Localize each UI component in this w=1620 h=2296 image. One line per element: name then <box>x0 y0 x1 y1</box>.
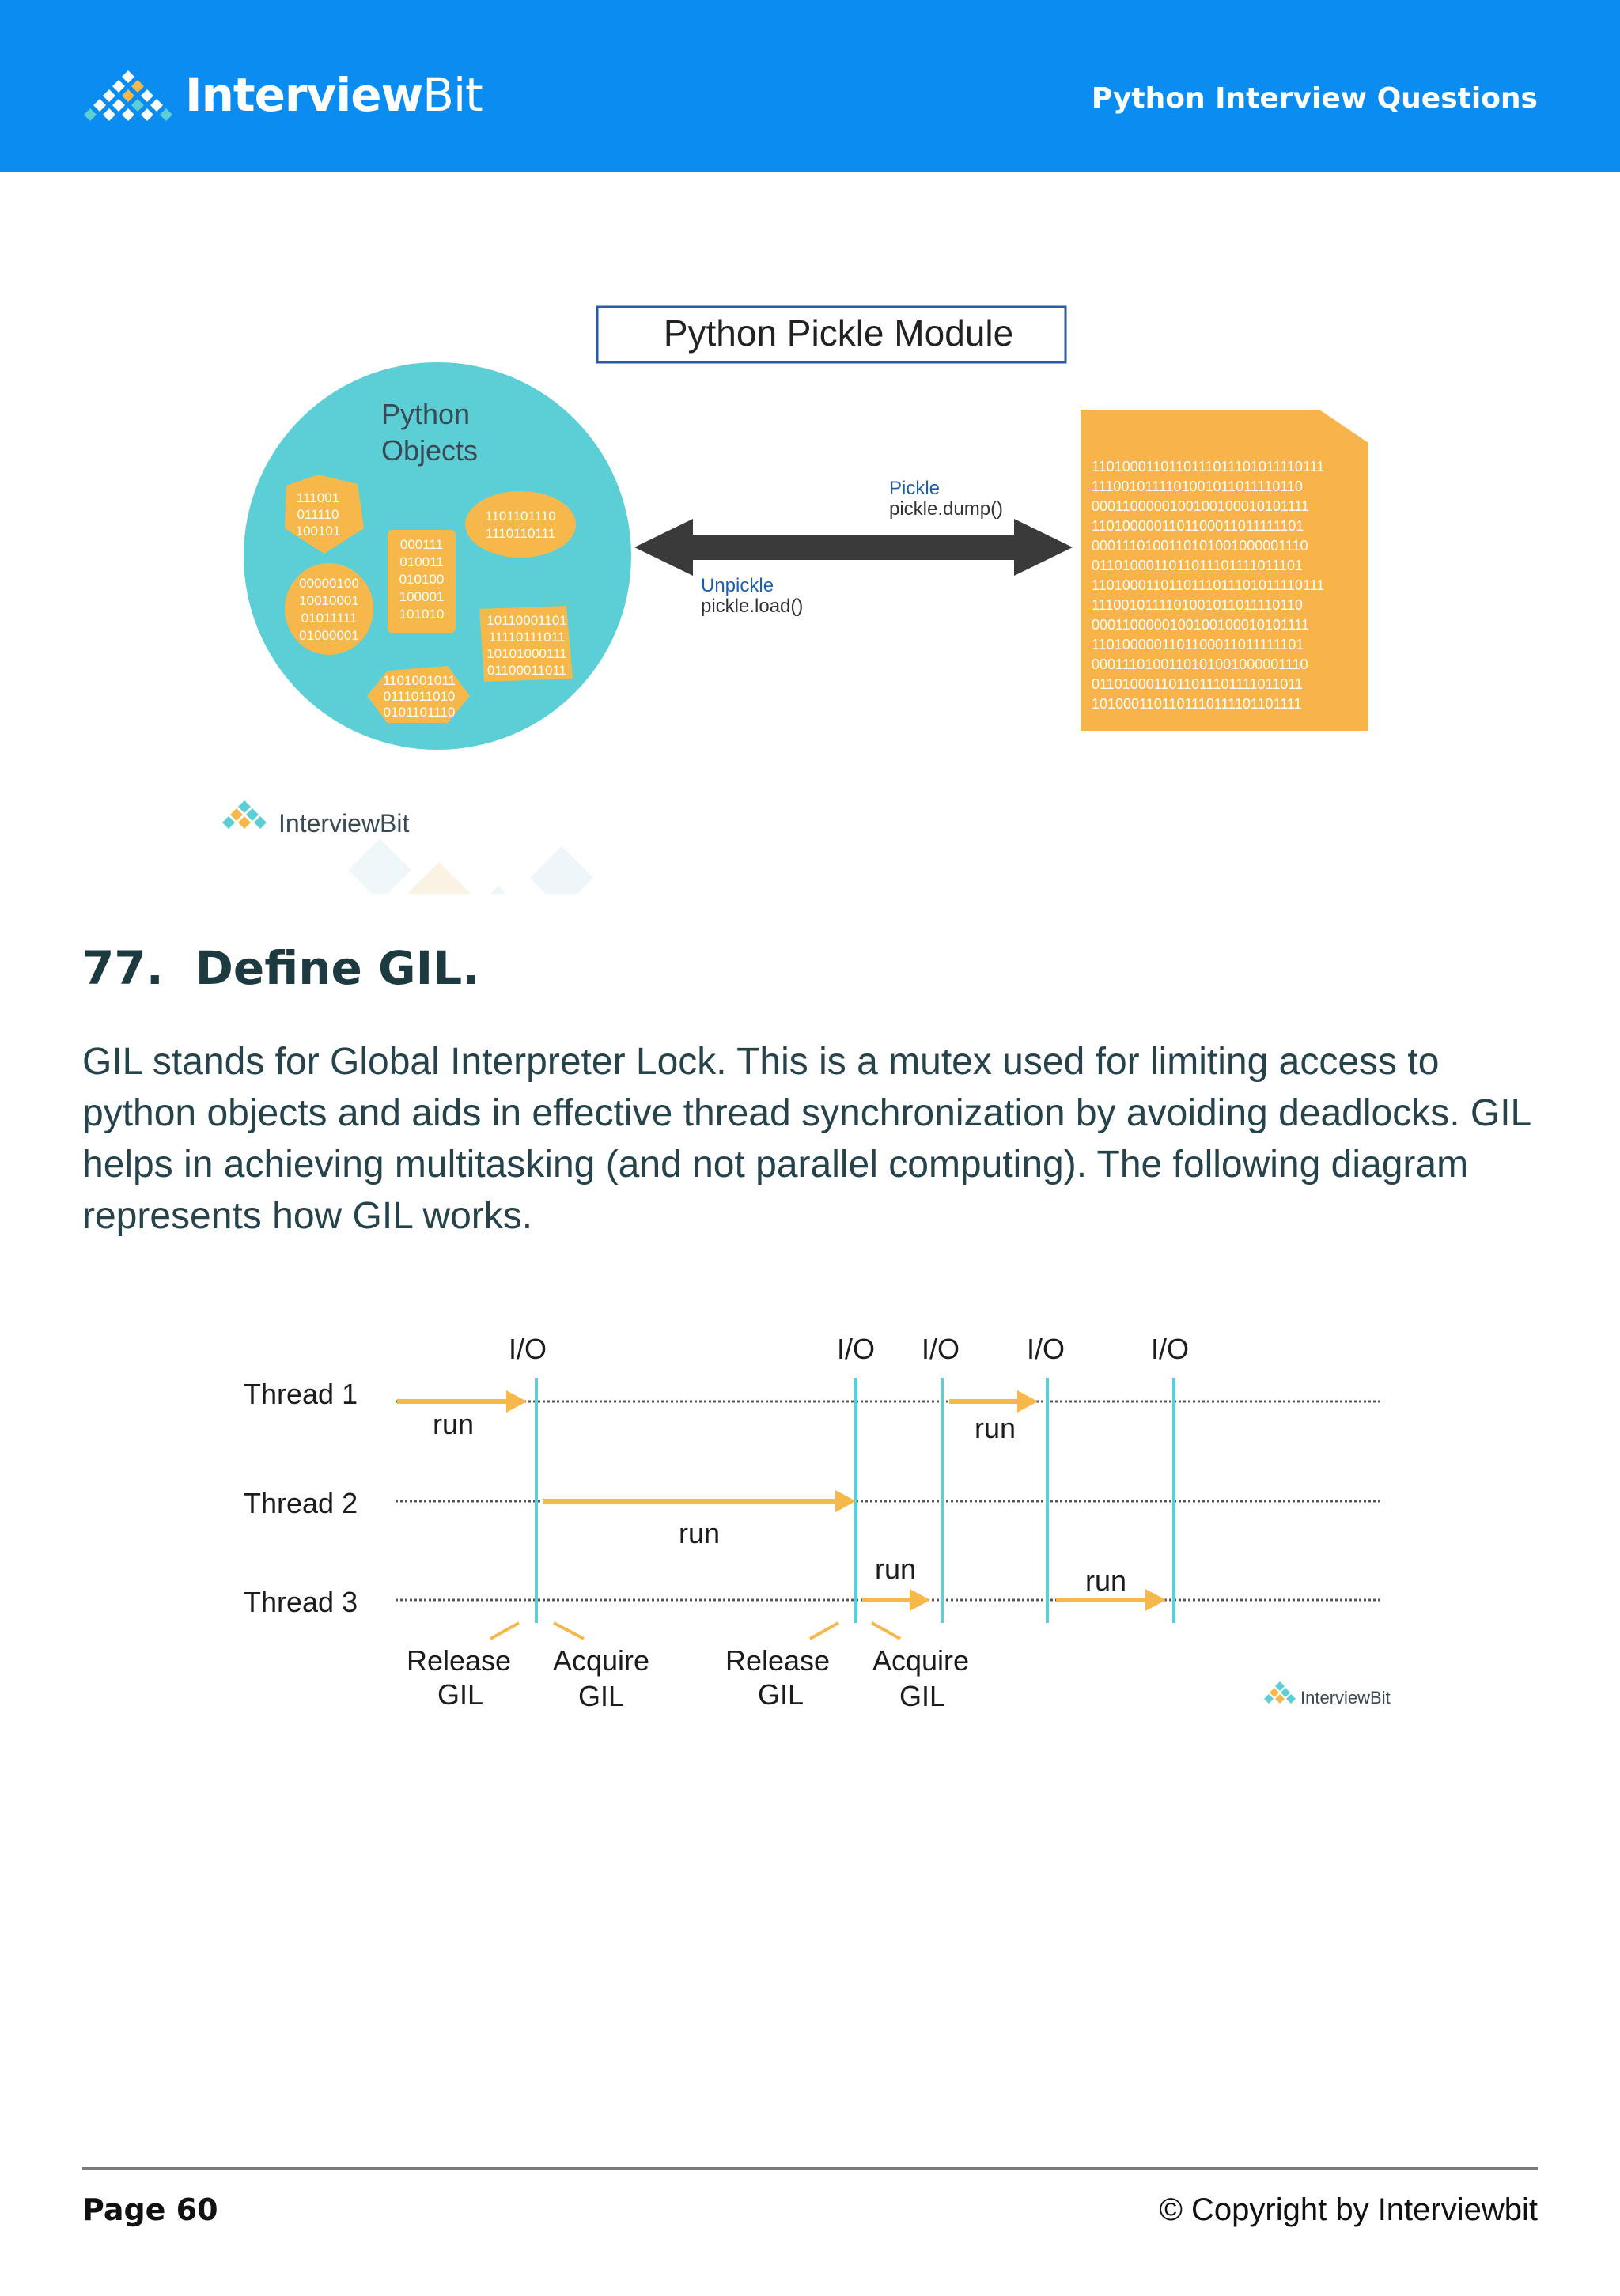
section-heading <box>82 941 479 995</box>
section-paragraph: GIL stands for Global Interpreter Lock. This is a mutex used for limiting access to python objects and aids in effective thread synchronization by avoiding deadlocks. GIL helps in achieving multitasking (and not parallel computing). The following diagram represents how GIL works. <box>82 1041 1531 1237</box>
blob-text: 0101101110 <box>383 705 456 720</box>
blob-text: 10101000111 <box>486 646 567 661</box>
io-label: I/O <box>1150 1333 1190 1365</box>
thread-label: Thread 1 <box>244 1378 358 1410</box>
binary-line: 1101000001101100011011111101 <box>1092 637 1304 652</box>
acquire-arrow <box>872 1623 900 1639</box>
thread-label: Thread 2 <box>244 1487 358 1519</box>
unpickle-label: Unpickle <box>701 575 774 596</box>
run-arrowhead <box>835 1490 856 1512</box>
object-blob <box>465 491 576 558</box>
blob-text: 10010001 <box>299 593 359 608</box>
release-label: Release <box>406 1644 512 1677</box>
objects-label-line2: Objects <box>381 434 479 467</box>
gil-watermark-brand: InterviewBit <box>1300 1688 1391 1708</box>
blob-text: 01011111 <box>301 611 358 626</box>
run-label: run <box>874 1553 917 1585</box>
binary-line: 0110100011011011101111011101 <box>1092 558 1303 573</box>
section-title: Define GIL. <box>195 941 480 995</box>
gil-diagram <box>0 1313 1620 1724</box>
blob-text: 01000001 <box>299 628 359 643</box>
pickle-label: Pickle <box>889 478 941 499</box>
blob-text: 10110001101 <box>486 613 567 628</box>
blob-text: 000111 <box>399 537 444 552</box>
binary-line: 1101000110110111011101011110111 <box>1092 459 1325 475</box>
release-gil: GIL <box>437 1678 484 1711</box>
section-number: 77. <box>82 941 164 995</box>
unpickle-func: pickle.load() <box>701 596 804 617</box>
run-arrowhead <box>910 1589 930 1611</box>
run-arrowhead <box>1017 1390 1038 1413</box>
pickle-func: pickle.dump() <box>889 498 1004 520</box>
binary-line: 1110010111101001011011110110 <box>1092 597 1303 613</box>
blob-text: 01100011011 <box>486 663 567 678</box>
blob-text: 101010 <box>399 607 445 622</box>
blob-text: 111001 <box>296 490 340 505</box>
binary-line: 1010001101101110111101101111 <box>1092 696 1302 712</box>
binary-line: 0001110100110101001000001110 <box>1092 656 1308 672</box>
interviewbit-small-logo-icon <box>1264 1681 1296 1704</box>
acquire-label: Acquire <box>872 1644 970 1677</box>
interviewbit-logo[interactable] <box>82 63 483 127</box>
acquire-gil: GIL <box>577 1680 625 1712</box>
header-title: Python Interview Questions <box>1091 82 1538 115</box>
thread-label: Thread 3 <box>244 1586 358 1618</box>
binary-line: 1101000001101100011011111101 <box>1092 518 1304 534</box>
release-gil: GIL <box>757 1678 804 1711</box>
run-label: run <box>1084 1564 1127 1597</box>
diagram-title: Python Pickle Module <box>663 312 1014 354</box>
interviewbit-small-logo-icon <box>222 800 267 829</box>
pickle-module-diagram <box>0 293 1620 894</box>
interviewbit-logo-icon <box>82 67 174 123</box>
blob-text: 0111011010 <box>383 689 456 704</box>
pickle-watermark-brand: InterviewBit <box>278 809 410 838</box>
blob-text: 11110111011 <box>488 630 566 645</box>
acquire-gil: GIL <box>899 1680 946 1712</box>
objects-label-line1: Python <box>381 398 471 430</box>
binary-line: 1101000110110111011101011110111 <box>1092 577 1325 593</box>
run-label: run <box>432 1408 475 1440</box>
run-arrowhead <box>506 1390 527 1413</box>
blob-text: 100001 <box>399 589 445 604</box>
footer-divider <box>82 2167 1538 2170</box>
blob-text: 010100 <box>399 572 445 587</box>
blob-text: 1110110111 <box>485 526 556 541</box>
brand-name: InterviewBit <box>185 68 483 122</box>
io-label: I/O <box>836 1333 876 1365</box>
binary-line: 1110010111101001011011110110 <box>1092 478 1303 494</box>
blob-text: 1101101110 <box>485 509 556 524</box>
run-label: run <box>678 1517 721 1549</box>
blob-text: 100101 <box>295 524 341 539</box>
blob-text: 00000100 <box>299 576 359 591</box>
page-number: Page 60 <box>82 2192 218 2227</box>
blob-text: 010011 <box>399 554 444 569</box>
binary-line: 0001100000100100100010101111 <box>1092 617 1309 633</box>
acquire-arrow <box>554 1623 584 1639</box>
binary-line: 0110100011011011101111011011 <box>1092 676 1303 692</box>
release-arrow <box>490 1623 519 1639</box>
acquire-label: Acquire <box>552 1644 650 1677</box>
double-arrow-icon <box>634 519 1073 576</box>
io-label: I/O <box>508 1333 547 1365</box>
io-label: I/O <box>1026 1333 1065 1365</box>
release-arrow <box>810 1623 838 1639</box>
io-label: I/O <box>921 1333 960 1365</box>
binary-line: 0001110100110101001000001110 <box>1092 538 1308 554</box>
blob-text: 011110 <box>297 507 339 522</box>
page-header <box>0 0 1620 172</box>
copyright-text: © Copyright by Interviewbit <box>1159 2192 1538 2227</box>
binary-line: 0001100000100100100010101111 <box>1092 498 1309 514</box>
release-label: Release <box>725 1644 831 1677</box>
run-label: run <box>974 1412 1016 1444</box>
blob-text: 1101001011 <box>382 673 456 688</box>
run-arrowhead <box>1145 1589 1166 1611</box>
faded-watermark-icon <box>348 838 593 894</box>
